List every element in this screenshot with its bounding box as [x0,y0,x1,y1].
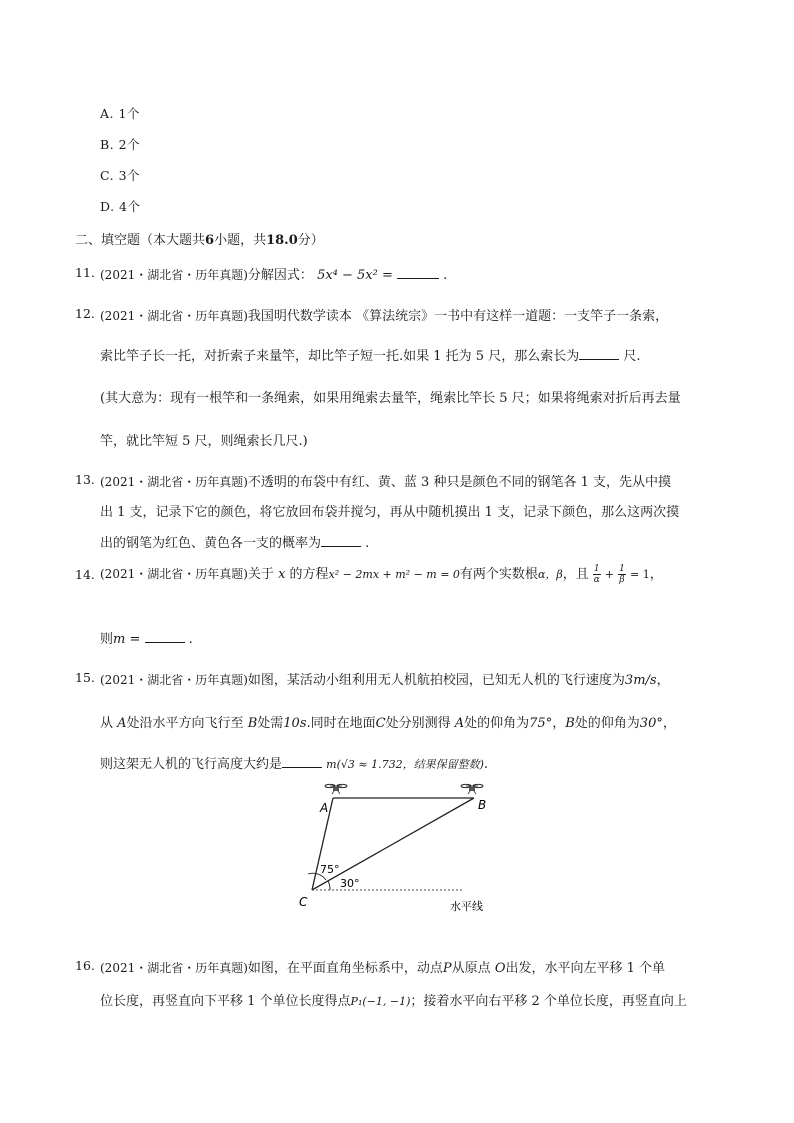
answer-blank [397,266,439,279]
horizon-label: 水平线 [450,900,483,913]
label-a: A [320,801,329,815]
question-12-line2: 索比竿子长一托，对折索子来量竿，却比竿子短一托.如果 1 托为 5 尺，那么索长为 尺. [100,349,641,364]
angle-label-75: 75° [320,863,340,876]
section-header: 二、填空题（本大题共6小题，共18.0分） [75,233,324,248]
angle-label-30: 30° [340,877,360,890]
fraction: $\frac{1}{\beta}$ [619,564,625,585]
option-b: B. 2个 [100,137,141,152]
question-number: 16. [75,958,95,973]
drone-angle-figure [290,780,510,920]
answer-blank [579,347,619,360]
answer-blank [282,755,322,768]
segment-bc [312,798,474,890]
option-c: C. 3个 [100,168,141,183]
question-14-line1: (2021・湖北省・历年真题)关于 x 的方程x² − 2mx + m² − m = 0有两个实数根α，β，且 $\frac{1}{\alpha}$ + $\frac{1}{\beta}$ = 1， [100,564,663,585]
label-c: C [299,895,308,909]
answer-blank [145,630,185,643]
angle-arc-30 [328,881,330,890]
question-16-line1: (2021・湖北省・历年真题)如图，在平面直角坐标系中，动点P从原点 O出发，水平向左平移 1 个单 [100,961,666,976]
question-source: (2021・湖北省・历年真题) [100,268,248,282]
question-13-line1: (2021・湖北省・历年真题)不透明的布袋中有红、黄、蓝 3 种只是颜色不同的钢笔各 1 支，先从中摸 [100,475,671,490]
question-number: 15. [75,670,95,685]
question-12-line4: 竿，就比竿短 5 尺，则绳索长几尺.) [100,434,308,449]
question-number: 13. [75,472,95,487]
question-14-line2: 则m = . [100,632,193,647]
question-12-line1: (2021・湖北省・历年真题)我国明代数学读本 《算法统宗》一书中有这样一道题：一支竿子一条索， [100,309,669,324]
question-number: 11. [75,265,95,280]
question-15-line1: (2021・湖北省・历年真题)如图，某活动小组利用无人机航拍校园，已知无人机的飞行速度为3m/s， [100,673,670,688]
question-13-line3: 出的钢笔为红色、黄色各一支的概率为 . [100,536,370,551]
question-12-line3: (其大意为：现有一根竿和一条绳索，如果用绳索去量竿，绳索比竿长 5 尺；如果将绳索对折后再去量 [100,391,681,406]
question-15-line2: 从 A处沿水平方向飞行至 B处需10s.同时在地面C处分别测得 A处的仰角为75°，B处的仰角为30°， [100,716,676,731]
label-b: B [478,798,487,812]
fraction: $\frac{1}{\alpha}$ [593,564,600,585]
option-a: A. 1个 [100,106,140,121]
question-15-line3: 则这架无人机的飞行高度大约是 m(√3 ≈ 1.732，结果保留整数). [100,757,489,772]
question-number: 14. [75,567,95,582]
question-13-line2: 出 1 支，记录下它的颜色，将它放回布袋并搅匀，再从中随机摸出 1 支，记录下颜色，那么这两次摸 [100,505,680,520]
option-d: D. 4个 [100,199,141,214]
question-number: 12. [75,306,95,321]
drone-icon [325,784,347,794]
drone-icon [461,784,483,794]
question-11: (2021・湖北省・历年真题)分解因式： 5x⁴ − 5x² = . [100,268,448,283]
question-16-line2: 位长度，再竖直向下平移 1 个单位长度得点P₁(−1, −1)；接着水平向右平移 2 个单位长度，再竖直向上 [100,994,687,1009]
answer-blank [321,534,361,547]
